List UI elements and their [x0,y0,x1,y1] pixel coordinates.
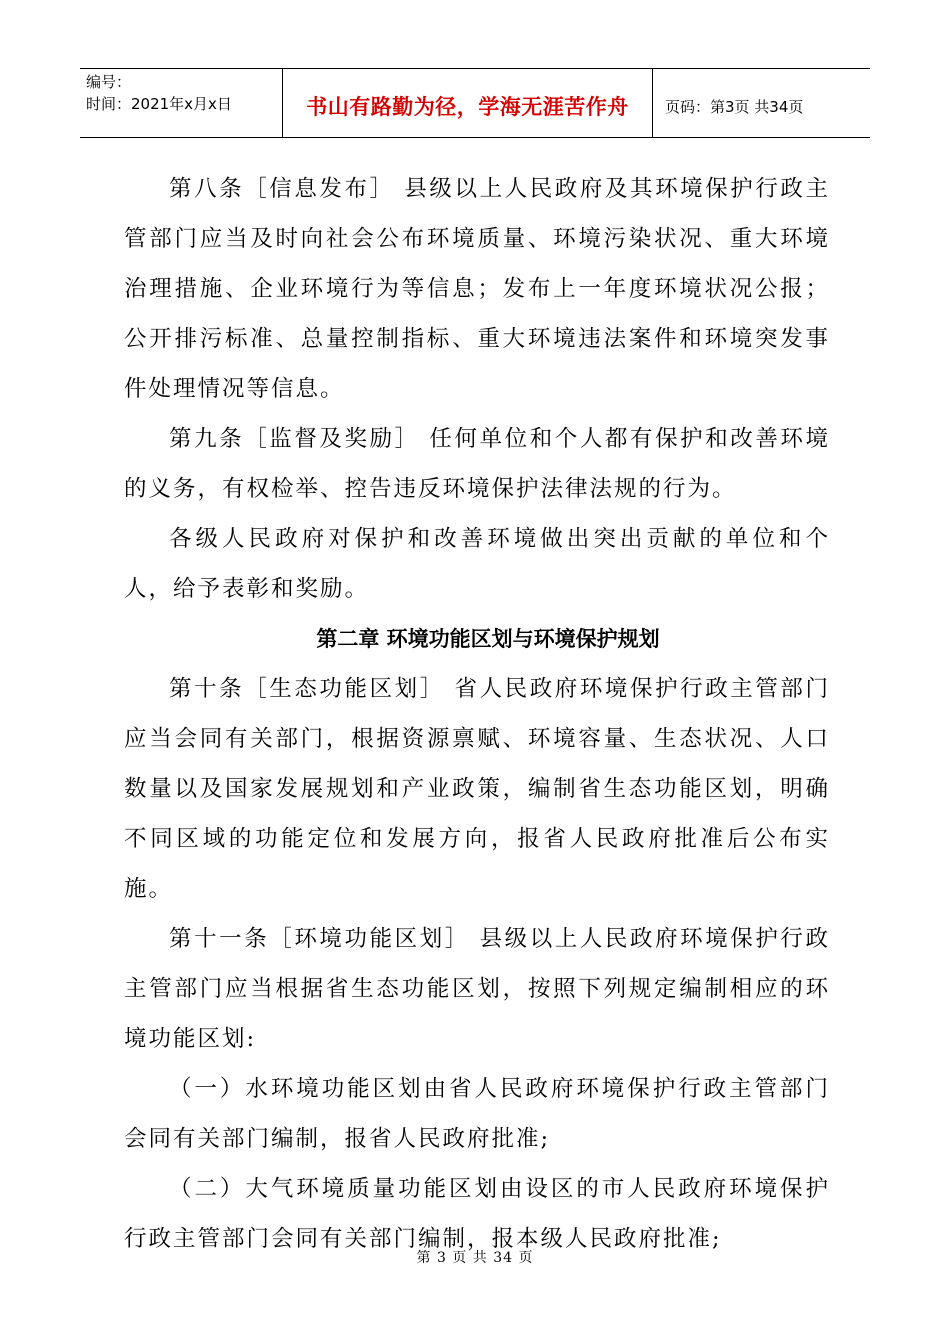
header-meta [80,69,283,137]
document-date: 时间：2021年x月x日 [86,95,232,113]
document-number: 编号： [86,73,132,91]
article-11: 第十一条［环境功能区划］ 县级以上人民政府环境保护行政主管部门应当根据省生态功能区划，按照下列规定编制相应的环境功能区划: [124,926,830,1052]
article-11-item-1: （一）水环境功能区划由省人民政府环境保护行政主管部门会同有关部门编制，报省人民政府批准; [124,1076,830,1152]
header-motto: 书山有路勤为径，学海无涯苦作舟 [283,69,653,137]
article-8: 第八条［信息发布］ 县级以上人民政府及其环境保护行政主管部门应当及时向社会公布环境质量、环境污染状况、重大环境治理措施、企业环境行为等信息；发布上一年度环境状况公报；公开排污标准、总量控制指标、重大环境违法案件和环境突发事件处理情况等信息。 [124,176,830,402]
header-page-info: 页码：第3页 共34页 [665,97,804,116]
article-10: 第十条［生态功能区划］ 省人民政府环境保护行政主管部门应当会同有关部门，根据资源禀赋、环境容量、生态状况、人口数量以及国家发展规划和产业政策，编制省生态功能区划，明确不同区域的功能定位和发展方向，报省人民政府批准后公布实施。 [124,676,830,902]
article-11-item-2: （二）大气环境质量功能区划由设区的市人民政府环境保护行政主管部门会同有关部门编制，报本级人民政府批准; [124,1176,830,1252]
document-body [124,164,830,1264]
article-9: 第九条［监督及奖励］ 任何单位和个人都有保护和改善环境的义务，有权检举、控告违反环境保护法律法规的行为。 [124,426,830,502]
chapter-title: 第二章 环境功能区划与环境保护规划 [316,627,660,651]
article-9-continued: 各级人民政府对保护和改善环境做出突出贡献的单位和个人，给予表彰和奖励。 [124,526,830,602]
document-header [80,68,870,138]
page-footer: 第 3 页 共 34 页 [416,1250,534,1266]
